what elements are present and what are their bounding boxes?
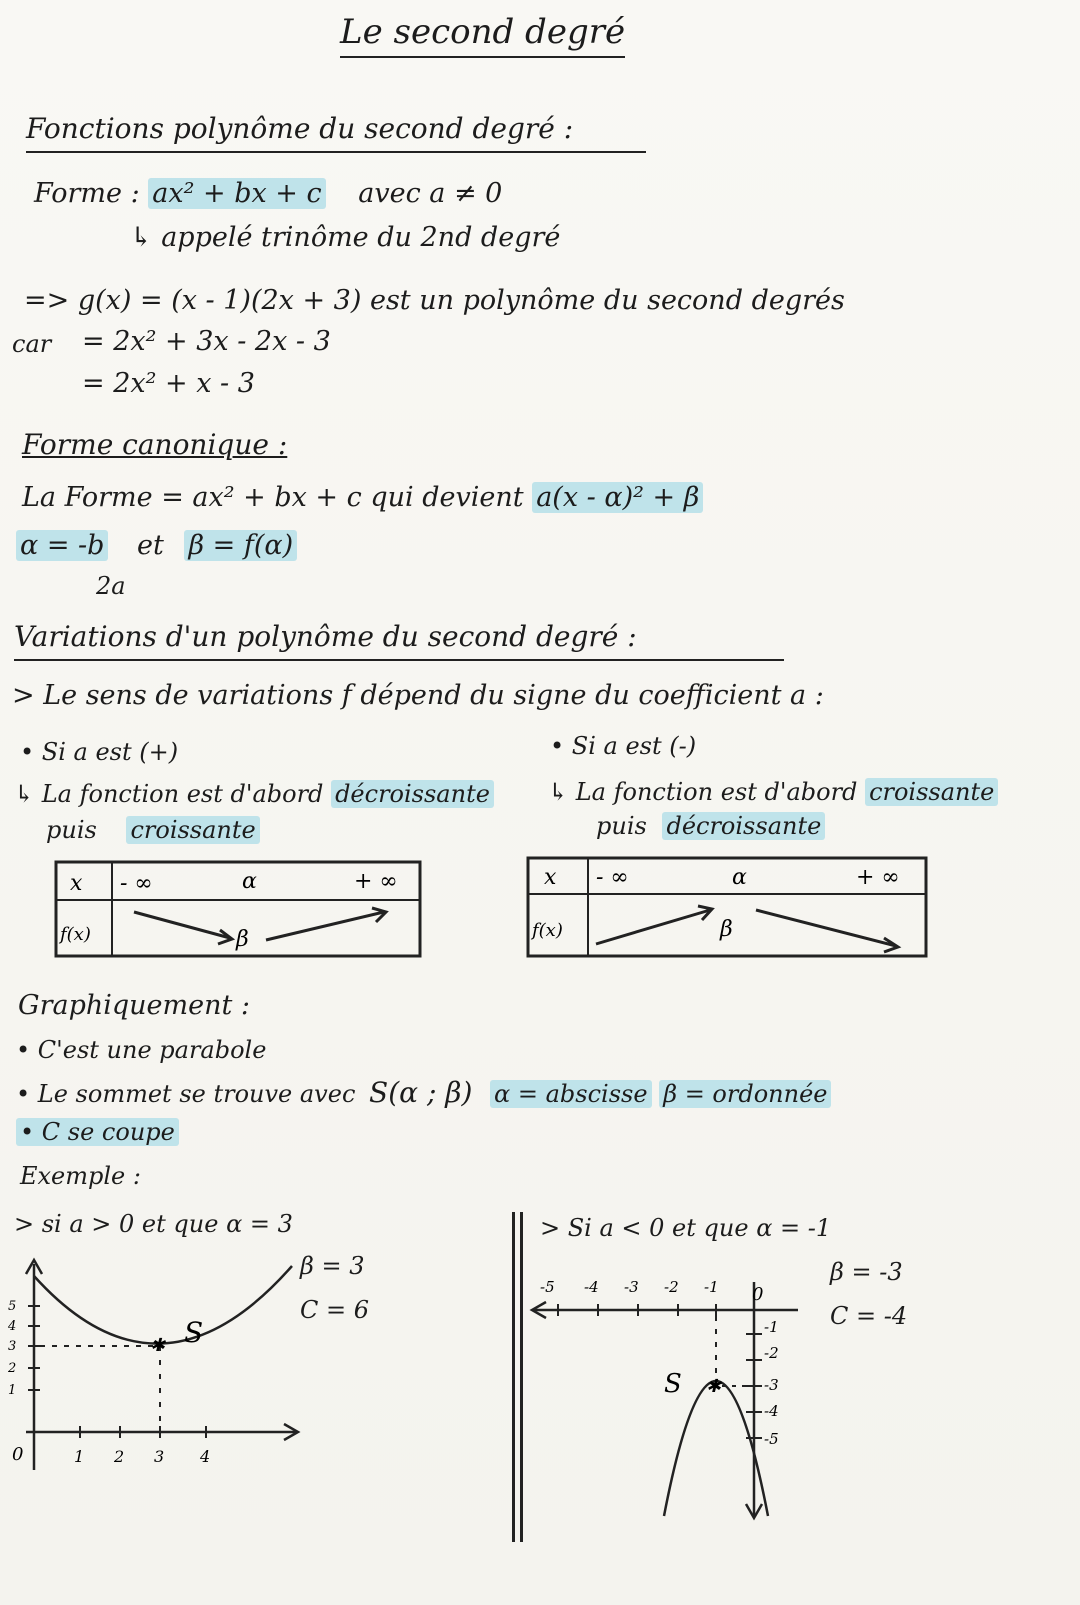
left-x-label-3: 3 [154,1447,165,1466]
right-x-label-1: -1 [704,1278,719,1296]
et-word: et [137,530,164,561]
sommet-abscisse: α = abscisse [490,1080,652,1108]
pos-desc-text: ↳ La fonction est d'abord [14,780,324,808]
table-pos-x-label: x [70,871,83,896]
neg-desc-increasing: croissante [865,778,998,806]
example-right-beta: β = -3 [830,1258,903,1286]
table-pos-arrow-up [266,912,384,940]
right-vertex-mark: ✱ [706,1376,722,1397]
neg-desc-text: ↳ La fonction est d'abord [548,778,858,806]
section-heading-graphique: Graphiquement : [18,990,251,1021]
left-vertex-label: S [184,1316,204,1349]
table-neg-arrow-up [596,910,710,944]
case-negative: • Si a est (-) [550,732,697,760]
page-title: Le second degré [340,12,625,58]
left-x-label-0: 0 [12,1444,24,1465]
table-neg-alpha: α [732,865,747,890]
forme-condition: avec a ≠ 0 [358,178,503,209]
examples-divider-1 [512,1212,515,1542]
example-left-condition: > si a > 0 et que α = 3 [14,1210,293,1238]
section-heading-polynome: Fonctions polynôme du second degré : [26,112,646,153]
graph-item-coupe [16,1118,179,1146]
graph-item-sommet [16,1076,831,1109]
left-parabola [34,1266,292,1344]
left-y-label-2: 2 [8,1361,17,1376]
table-pos-plus-inf: + ∞ [354,869,398,894]
left-y-label-5: 5 [8,1299,17,1314]
left-vertex-mark: ✱ [150,1335,166,1356]
table-neg-fx-label: f(x) [532,920,563,941]
case-positive: • Si a est (+) [20,738,179,766]
pos-desc-increasing: croissante [126,816,259,844]
variation-table-positive [54,860,424,960]
forme-line [34,178,502,209]
example-left-graph [0,1250,310,1490]
right-vertex-label: S [664,1369,682,1399]
negative-description-2 [596,812,825,840]
example-line-2: = 2x² + 3x - 2x - 3 [82,326,331,357]
alpha-beta-line [16,530,297,561]
neg-desc-puis: puis [596,812,647,840]
graph-item-parabole: • C'est une parabole [16,1036,267,1064]
example-line-3: = 2x² + x - 3 [82,368,255,399]
alpha-denominator: 2a [96,572,126,600]
right-y-label-2: -2 [764,1344,779,1362]
left-y-label-4: 4 [8,1319,17,1334]
car-word: car [12,330,52,358]
variation-table-negative [526,856,930,960]
appele-line: ↳ appelé trinôme du 2nd degré [130,222,561,253]
forme-expression: ax² + bx + c [148,178,325,209]
canonique-expression: a(x - α)² + β [532,482,703,513]
right-y-label-3: -3 [764,1376,779,1394]
right-parabola [664,1381,768,1516]
table-neg-minus-inf: - ∞ [596,865,629,890]
example-right-graph [528,1266,828,1526]
right-x-label-3: -3 [624,1278,639,1296]
section-heading-variations: Variations d'un polynôme du second degré : [14,620,784,661]
beta-expression: β = f(α) [184,530,297,561]
exemple-label: Exemple : [20,1162,141,1190]
right-x-label-4: -4 [584,1278,599,1296]
left-y-label-1: 1 [8,1383,17,1398]
table-neg-plus-inf: + ∞ [856,865,900,890]
example-left-c: C = 6 [300,1296,369,1324]
right-y-label-5: -5 [764,1430,779,1448]
example-line-1: => g(x) = (x - 1)(2x + 3) est un polynôme du second degrés [24,285,845,316]
right-x-label-5: -5 [540,1278,555,1296]
table-pos-beta: β [236,927,249,952]
left-y-label-3: 3 [8,1339,17,1354]
table-pos-arrow-down [134,912,230,938]
example-right-c: C = -4 [830,1302,908,1330]
positive-description [14,780,494,808]
left-x-label-4: 4 [200,1447,211,1466]
forme-label: Forme : [34,178,140,209]
canonique-text: La Forme = ax² + bx + c qui devient [22,482,524,513]
right-x-label-2: -2 [664,1278,679,1296]
pos-desc-decreasing: décroissante [331,780,494,808]
right-y-label-4: -4 [764,1402,779,1420]
table-neg-x-label: x [544,865,557,890]
examples-divider-2 [520,1212,523,1542]
right-x-label-0: 0 [752,1284,764,1305]
left-x-label-1: 1 [74,1447,85,1466]
example-right-condition: > Si a < 0 et que α = -1 [540,1214,832,1242]
coupe-text: • C se coupe [16,1118,179,1146]
negative-description [548,778,998,806]
table-neg-beta: β [720,917,733,942]
table-pos-minus-inf: - ∞ [120,871,153,896]
sommet-ordonnee: β = ordonnée [659,1080,831,1108]
canonique-line [22,482,703,513]
example-left-beta: β = 3 [300,1252,365,1280]
table-pos-fx-label: f(x) [60,924,91,945]
right-y-label-1: -1 [764,1318,779,1336]
left-x-label-2: 2 [114,1447,125,1466]
sommet-text: • Le sommet se trouve avec [16,1080,356,1108]
table-neg-arrow-down [756,910,896,946]
section-heading-canonique: Forme canonique : [22,428,288,461]
alpha-expression: α = -b [16,530,108,561]
neg-desc-decreasing: décroissante [662,812,825,840]
pos-desc-puis: puis [46,816,97,844]
sommet-expression: S(α ; β) [369,1076,473,1109]
positive-description-2 [46,816,260,844]
variations-intro: > Le sens de variations f dépend du signe du coefficient a : [12,680,824,711]
table-pos-alpha: α [242,869,257,894]
